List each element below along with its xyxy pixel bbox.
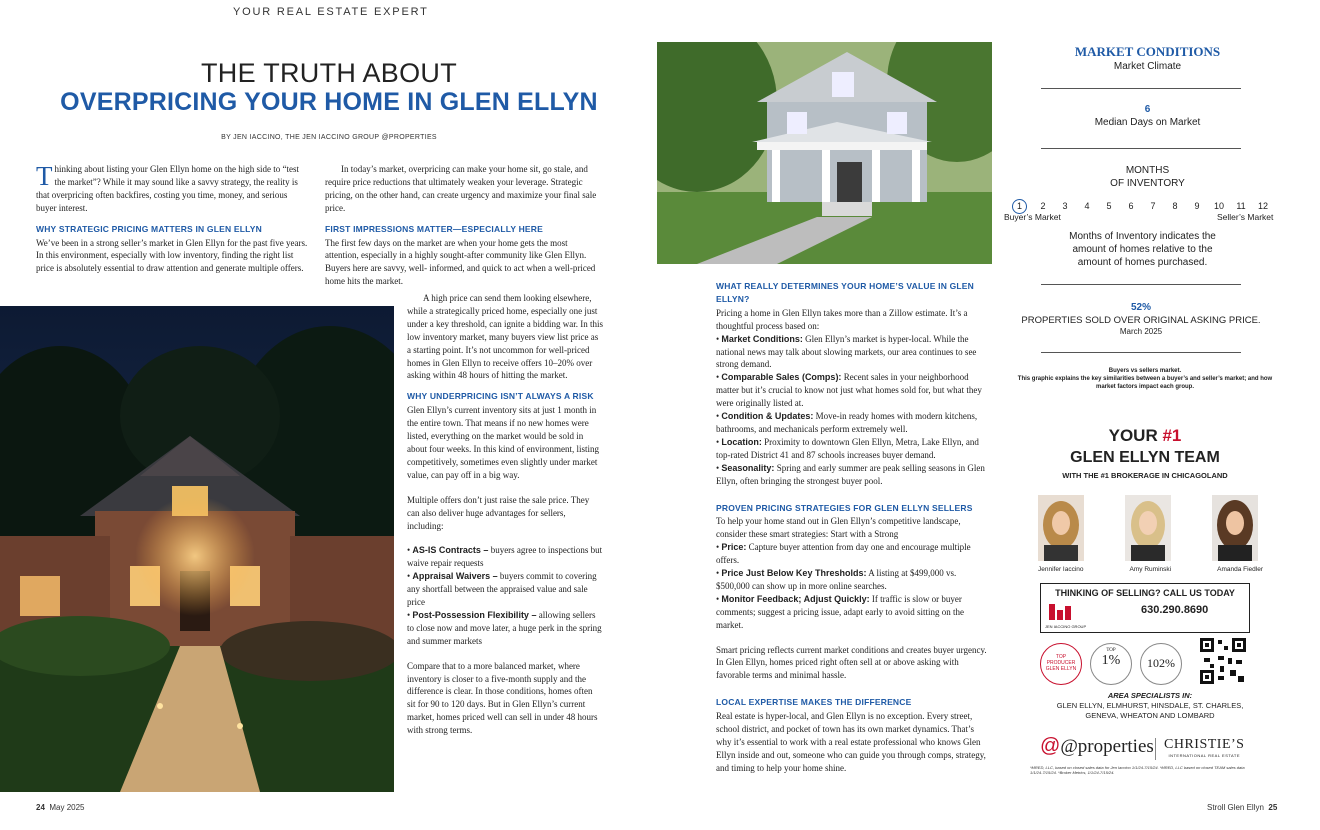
team-member [1125,495,1171,566]
footer-left: 24 May 2025 [36,803,85,812]
footer-right: Stroll Glen Ellyn 25 [1207,803,1278,812]
stat-value: 52% [1130,302,1151,313]
scale-number: 8 [1172,201,1178,211]
bullet-item: • Monitor Feedback; Adjust Quickly: If traffic is slow or buyer comments; suggest a pricing issue, adapt early to avoid sitting on the market. [716,593,964,630]
section-heading: WHAT REALLY DETERMINES YOUR HOME’S VALUE IN GLEN ELLYN? [716,281,975,304]
headline-line-2: OVERPRICING YOUR HOME IN GLEN ELLYN [60,88,598,116]
column-1 [36,163,308,275]
section-heading: PROVEN PRICING STRATEGIES FOR GLEN ELLYN SELLERS [716,502,973,513]
byline: BY JEN IACCINO, THE JEN IACCINO GROUP @PROPERTIES [221,134,437,141]
note-title: Buyers vs sellers market. [1108,368,1182,374]
divider [1041,148,1241,149]
sellers-market-label: Seller’s Market [1217,212,1274,222]
team-ad-heading [1010,426,1280,480]
properties-logo: @@properties [1040,735,1154,757]
paragraph: To help your home stand out in Glen Ellyn’s competitive landscape, consider these smart strategies: Start with a Strong [716,516,961,540]
bullet-item: • Price Just Below Key Thresholds: A listing at $499,000 vs. $500,000 can show up in more online searches. [716,568,957,591]
ad-line-3: WITH THE #1 BROKERAGE IN CHICAGOLAND [1062,471,1228,480]
note-body: This graphic explains the key similarities between a buyer’s and seller’s market; and how market factors impact each group. [1017,376,1273,390]
list-to-sale-badge: 102% [1140,643,1182,685]
paragraph: Compare that to a more balanced market, where inventory is closer to a five-month supply and the difference is clear. In those conditions, homes often sit for 90 to 120 days. But in Glen Ellyn’s current market, homes priced well can sell in under 48 hours with strong terms. [407,660,598,736]
group-logo-icon [1047,602,1075,626]
scale-number: 12 [1257,201,1268,211]
stat-label: Median Days on Market [1094,117,1201,128]
cta-box [1040,583,1250,633]
bullet-item: • Market Conditions: Glen Ellyn’s market is hyper-local. While the national news may talk about slowing markets, our area continues to see strong demand. [716,333,977,370]
panel-title: MARKET CONDITIONS [1074,44,1221,59]
paragraph: Real estate is hyper-local, and Glen Ellyn is no exception. Every street, school district, and pocket of town has its own market dynamics. That’s why it’s essential to work with a real estate professional who knows Glen Ellyn inside and out, someone who can guide you through comps, strategy, and timing to help your home shine. [716,711,986,773]
over-asking-stat [1005,302,1277,336]
portrait-icon [1125,495,1171,561]
scale-number: 5 [1106,201,1112,211]
paragraph: Multiple offers don’t just raise the sale price. They can also deliver huge advantages for sellers, including: [407,494,590,531]
areas-line: GENEVA, WHEATON AND LOMBARD [1085,711,1215,720]
scale-number: 2 [1040,201,1046,211]
section-heading: LOCAL EXPERTISE MAKES THE DIFFERENCE [716,697,912,708]
bullet-item: • Seasonality: Spring and early summer are peak selling seasons in Glen Ellyn, often bringing the strongest buyer pool. [716,462,985,486]
badge-value: 1% [1101,653,1121,668]
market-note [1010,367,1280,391]
scale-number: 9 [1194,201,1200,211]
scale-number: 11 [1236,201,1246,211]
label-line: OF INVENTORY [1110,178,1185,189]
divider [1041,352,1241,353]
areas-line: GLEN ELLYN, ELMHURST, HINSDALE, ST. CHARLES, [1056,701,1244,710]
white-house-photo [657,42,992,264]
bullet-item: • Comparable Sales (Comps): Recent sales in your neighborhood matter but it’s crucial to know not just what homes sold for, but what they were originally listed at. [716,372,982,409]
areas-title: AREA SPECIALISTS IN: [1107,691,1193,700]
section-heading: FIRST IMPRESSIONS MATTER—ESPECIALLY HERE [325,223,544,234]
portrait-icon [1212,495,1258,561]
bullet-item: • Price: Capture buyer attention from day one and encourage multiple offers. [716,542,971,566]
stat-label: PROPERTIES SOLD OVER ORIGINAL ASKING PRICE. [1021,315,1261,326]
top-producer-badge: TOP PRODUCER GLEN ELLYN [1040,643,1082,685]
panel-subtitle: Market Climate [1113,61,1182,72]
column-2 [325,163,603,288]
column-4 [716,280,991,775]
scale-number: 4 [1084,201,1090,211]
label-line: MONTHS [1125,165,1170,176]
phone-number[interactable]: 630.290.8690 [1141,604,1209,616]
scale-number: 6 [1128,201,1134,211]
ad-line-1: YOUR #1 [1108,426,1182,445]
team-member-name: Jennifer Iaccino [1038,566,1084,573]
paragraph: Pricing a home in Glen Ellyn takes more than a Zillow estimate. It’s a thoughtful process based on: [716,307,968,331]
scale-number: 10 [1213,201,1224,211]
scale-number: 1 [1012,199,1027,214]
logo-divider [1155,738,1156,760]
fine-print: *MRED, LLC, based on closed sales data for Jen Iaccino 1/1/24-7/15/24. *MRED, LLC based on closed TEAM sales data 1/1/24-7/15/24. *Broker Metrics, 1/1/24-7/15/24. [1030,765,1245,776]
section-heading: WHY UNDERPRICING ISN’T ALWAYS A RISK [407,391,594,402]
bullet-item: • Appraisal Waivers – buyers commit to covering any shortfall between the appraised value and sale price [407,571,597,608]
section-heading: WHY STRATEGIC PRICING MATTERS IN GLEN ELLYN [36,223,262,234]
night-house-photo [0,306,394,792]
inventory-description: Months of Inventory indicates the amount of homes relative to the amount of homes purchased. [1069,231,1216,268]
team-names [1038,566,1263,573]
scale-number: 3 [1062,201,1068,211]
column-3 [407,292,603,737]
paragraph: In today’s market, overpricing can make your home sit, go stale, and require price reductions that ultimately weaken your leverage. Strategic pricing, on the other hand, can create urgency and maximize your final sale price. [325,164,597,213]
divider [1041,88,1241,89]
paragraph: A high price can send them looking elsewhere, while a strategically priced home, especially one just under a key threshold, can ignite a bidding war. In this low inventory market, many buyers view list price as a starting point. It’s not uncommon for well-priced homes in Glen Ellyn to receive offers 10–20% over asking within 48 hours of hitting the market. [407,293,603,381]
team-member-name: Amanda Fiedler [1217,566,1263,573]
qr-code-icon[interactable] [1200,638,1246,684]
running-header: YOUR REAL ESTATE EXPERT [233,6,429,18]
team-photos [1038,495,1258,566]
team-member [1038,495,1084,566]
christies-logo: CHRISTIE’S INTERNATIONAL REAL ESTATE [1164,737,1245,758]
bullet-item: • Location: Proximity to downtown Glen Ellyn, Metra, Lake Ellyn, and top-rated District 41 and 87 schools increases buyer demand. [716,436,979,460]
scale-number: 7 [1150,201,1156,211]
portrait-icon [1038,495,1084,561]
paragraph: Glen Ellyn’s current inventory sits at just 1 month in the entire town. That means if no new homes were listed, everything on the market would be sold in about four weeks. In this kind of environment, listing competitively, sometimes even slightly under market value, can pay off in a big way. [407,405,599,480]
buyers-market-label: Buyer’s Market [1004,212,1061,222]
market-conditions-panel [1010,44,1285,72]
group-logo-text: JEN IACCINO GROUP [1045,624,1087,629]
headline-line-1: THE TRUTH ABOUT [200,58,458,88]
divider [1041,284,1241,285]
area-specialists [1030,691,1270,721]
months-inventory-label [1010,164,1285,190]
top-1-percent-badge [1090,643,1132,685]
ad-line-2: GLEN ELLYN TEAM [1070,449,1220,466]
badge-top-text: TOP [1106,648,1116,653]
bullet-item: • AS-IS Contracts – buyers agree to inspections but waive repair requests [407,545,603,569]
drop-cap: T [36,161,53,191]
paragraph: Smart pricing reflects current market conditions and creates buyer urgency. In Glen Ellyn, homes priced right often sell at or above asking with favorable terms and minimal hassle. [716,644,987,681]
cta-text: THINKING OF SELLING? CALL US TODAY [1055,588,1235,598]
paragraph: The first few days on the market are when your home gets the most attention, especially in a highly sought-after community like Glen Ellyn. Buyers here are savvy, well- informed, and quick to act when a well-priced home hits the market. [325,237,596,287]
team-member [1212,495,1258,566]
stat-date: March 2025 [1119,327,1163,336]
intro-paragraph: hinking about listing your Glen Ellyn home on the high side to “test the market”? While it may sound like a savvy strategy, the reality is that overpricing often backfires, costing you time, money, and serious buyer interest. [36,164,299,213]
median-days-stat [1010,104,1285,128]
paragraph: We’ve been in a strong seller’s market in Glen Ellyn for the past five years. In this environment, especially with low inventory, finding the right list price is absolutely essential to draw attention and generate multiple offers. [36,237,308,274]
bullet-item: • Condition & Updates: Move-in ready homes with modern kitchens, bathrooms, and mechanicals perform extremely well. [716,411,978,434]
stat-value: 6 [1144,104,1151,115]
team-member-name: Amy Ruminski [1129,566,1172,573]
bullet-item: • Post-Possession Flexibility – allowing sellers to close now and move later, a huge perk in the spring and summer markets [407,609,602,646]
